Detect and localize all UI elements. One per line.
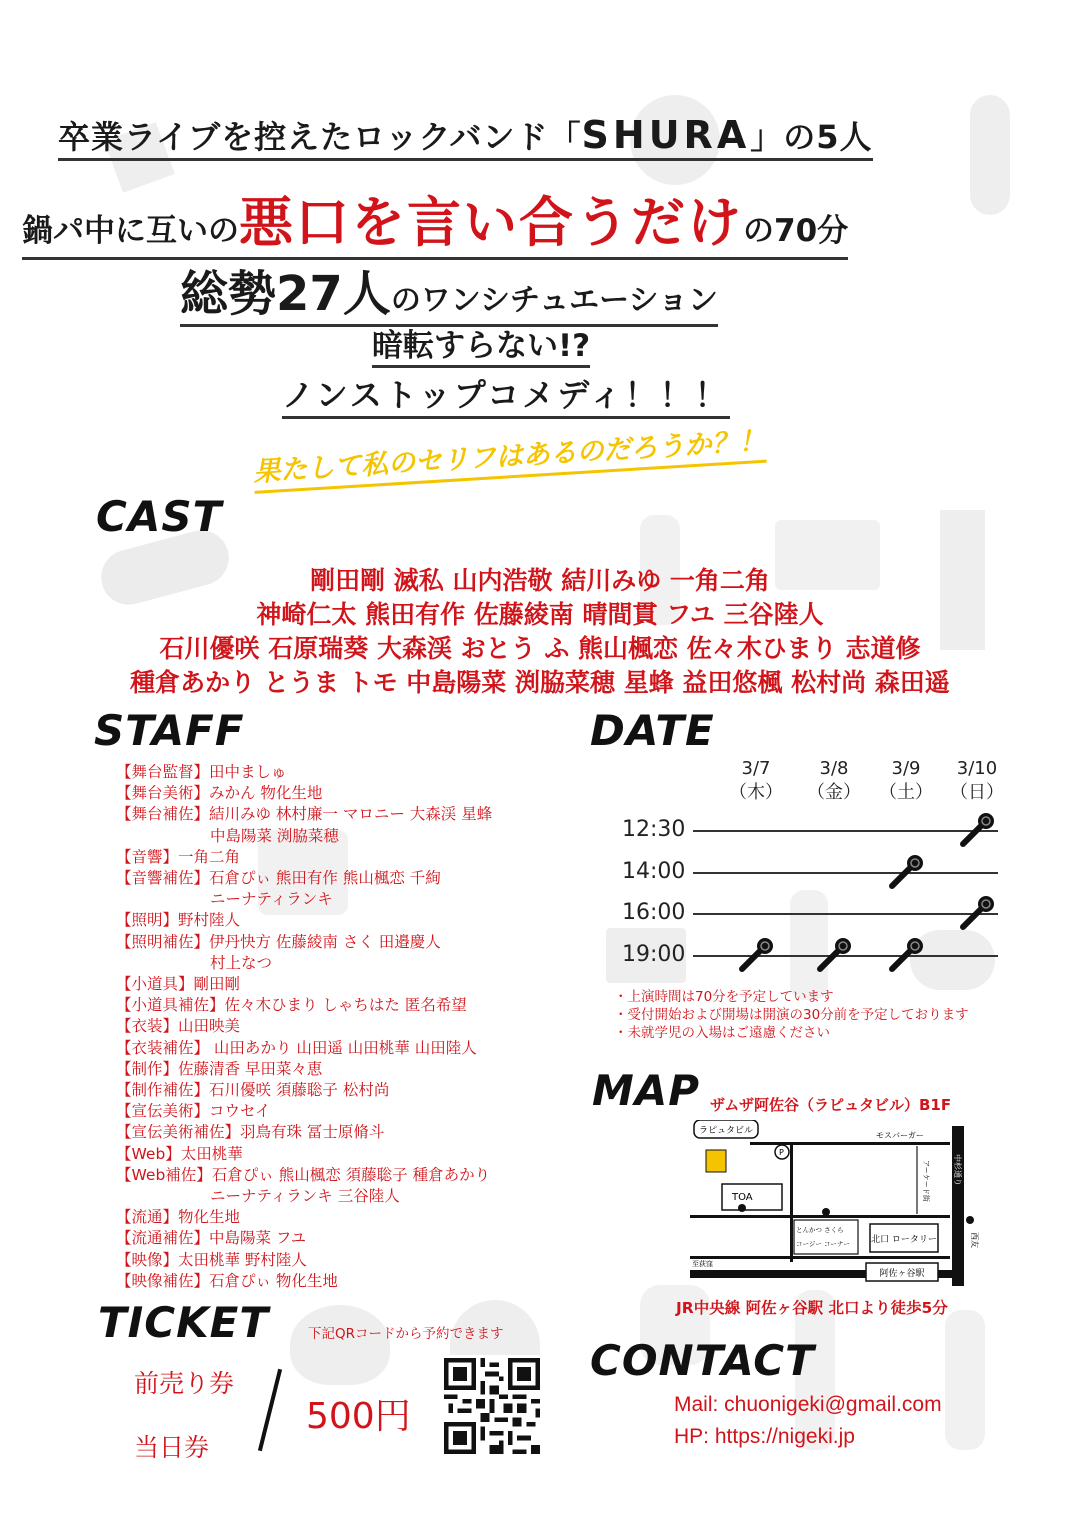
date-col-3 xyxy=(876,757,936,805)
date-col-2 xyxy=(804,757,864,805)
map-label-nakasugi: 中杉通り xyxy=(953,1154,962,1186)
staff-line: 【映像補佐】石倉ぴぃ 物化生地 xyxy=(116,1271,338,1290)
contact-mail[interactable]: Mail: chuonigeki@gmail.com xyxy=(674,1393,942,1416)
headline-2 xyxy=(22,180,848,260)
note-line: ・上演時間は70分を予定しています xyxy=(614,989,834,1005)
ticket-price: 500円 xyxy=(306,1396,411,1437)
microphone-head xyxy=(835,938,851,954)
microphone-icon xyxy=(812,935,856,975)
map-arcade-line xyxy=(916,1146,918,1214)
microphone-head xyxy=(978,813,994,829)
heart-decoration xyxy=(290,1305,390,1385)
figure-decoration xyxy=(970,95,1010,215)
map-road-bottom xyxy=(690,1256,950,1259)
date-col-4 xyxy=(947,757,1007,805)
time-label-1: 12:30 xyxy=(622,817,686,842)
microphone-head xyxy=(907,938,923,954)
performance-notes xyxy=(614,988,969,1042)
headline-4-text: 暗転すらない!? xyxy=(372,328,591,364)
staff-line: 村上なつ xyxy=(210,953,273,972)
venue-name: ザムザ阿佐谷（ラピュタビル）B1F xyxy=(710,1096,952,1114)
microphone-handle xyxy=(820,951,838,969)
date-1: 3/7 xyxy=(741,758,771,779)
microphone-handle xyxy=(892,868,910,886)
band-name: SHURA xyxy=(581,113,751,157)
tagline: 果たして私のセリフはあるのだろうか？！ xyxy=(252,419,767,494)
map-label-seiyu: 西友 xyxy=(970,1232,979,1248)
staff-line: ニーナティランキ xyxy=(210,890,333,909)
microphone-handle xyxy=(742,951,760,969)
staff-line: 【宣伝美術補佐】羽鳥有珠 冨士原脩斗 xyxy=(116,1123,385,1142)
map-heading: MAP xyxy=(592,1066,701,1115)
date-2: 3/8 xyxy=(819,758,849,779)
microphone-icon xyxy=(955,893,999,933)
headline-3 xyxy=(180,255,718,327)
map-road-middle xyxy=(690,1215,950,1218)
staff-line: 【舞台監督】田中ましゅ xyxy=(116,763,287,781)
staff-line: 【音響】一角二角 xyxy=(116,847,241,866)
headline-4 xyxy=(372,320,590,368)
map-label-toa: TOA xyxy=(732,1192,753,1203)
dow-3: （土） xyxy=(879,782,933,803)
microphone-handle xyxy=(892,951,910,969)
headline-3-text: のワンシチュエーション xyxy=(390,283,718,318)
staff-line: 【映像】太田桃華 野村陸人 xyxy=(116,1250,307,1269)
staff-line: 【舞台美術】みかん 物化生地 xyxy=(116,784,323,803)
microphone-handle xyxy=(963,826,981,844)
microphone-icon xyxy=(955,810,999,850)
time-line-1 xyxy=(693,830,998,832)
woman-decoration xyxy=(945,1310,985,1450)
staff-line: 【Web】太田桃華 xyxy=(116,1144,243,1163)
staff-line: 【小道具】剛田剛 xyxy=(116,975,241,994)
staff-line: 【Web補佐】石倉ぴぃ 熊山楓恋 須藤聡子 種倉あかり xyxy=(116,1165,491,1184)
time-label-4: 19:00 xyxy=(622,942,686,967)
time-line-2 xyxy=(693,872,998,874)
staff-line: 【制作補佐】石川優咲 須藤聡子 松村尚 xyxy=(116,1081,390,1100)
map-label-rotary: 北口 ロータリー xyxy=(871,1235,937,1245)
microphone-head xyxy=(907,855,923,871)
note-line: ・未就学児の入場はご遠慮ください xyxy=(614,1025,830,1041)
staff-line: 【小道具補佐】佐々木ひまり しゃちはた 匿名希望 xyxy=(116,996,467,1015)
headline-2-text-a: 鍋パ中に互いの xyxy=(22,213,239,249)
map-label-coffee: コージー コーナー xyxy=(796,1240,850,1248)
date-heading: DATE xyxy=(590,706,715,755)
staff-list xyxy=(116,762,586,1292)
qr-note: 下記QRコードから予約できます xyxy=(308,1326,504,1342)
time-label-2: 14:00 xyxy=(622,859,686,884)
cast-line-1: 剛田剛 滅私 山内浩敬 結川みゆ 一角二角 xyxy=(310,566,770,595)
headline-1 xyxy=(58,112,873,161)
ticket-heading: TICKET xyxy=(98,1298,269,1347)
staff-heading: STAFF xyxy=(94,706,245,755)
map-label-mos: モスバーガー xyxy=(876,1131,924,1140)
date-4: 3/10 xyxy=(956,758,998,779)
map-label-building: ラピュタビル xyxy=(698,1126,754,1136)
map-label-parking: P xyxy=(779,1148,784,1157)
microphone-icon xyxy=(884,935,928,975)
headline-1-text-a: 卒業ライブを控えたロックバンド「 xyxy=(58,118,582,156)
microphone-icon xyxy=(884,852,928,892)
time-label-3: 16:00 xyxy=(622,900,686,925)
access-map xyxy=(690,1120,990,1290)
time-line-3 xyxy=(693,913,998,915)
cast-line-4: 種倉あかり とうま トモ 中島陽菜 渕脇菜穂 星蜂 益田悠楓 松村尚 森田遥 xyxy=(130,668,950,697)
contact-heading: CONTACT xyxy=(590,1336,815,1385)
headline-2-text-b: の70分 xyxy=(743,213,849,249)
map-building-icon xyxy=(706,1150,726,1172)
staff-line: 【照明補佐】伊丹快方 佐藤綾南 さく 田邉慶人 xyxy=(116,932,441,951)
staff-line: 【照明】野村陸人 xyxy=(116,911,241,930)
map-label-arcade: アーケード街 xyxy=(922,1160,930,1202)
microphone-head xyxy=(978,896,994,912)
cast-line-3: 石川優咲 石原瑞葵 大森渓 おとう ふ 熊山楓恋 佐々木ひまり 志道修 xyxy=(159,634,921,663)
staff-line: 【流通補佐】中島陽菜 フユ xyxy=(116,1229,307,1248)
microphone-icon xyxy=(734,935,778,975)
map-road-vertical xyxy=(790,1142,793,1262)
staff-line: ニーナティランキ 三谷陸人 xyxy=(210,1187,400,1206)
headline-5-text: ノンストップコメディ！！！ xyxy=(282,376,730,414)
cast-line-2: 神崎仁太 熊田有作 佐藤綾南 晴間貫 フユ 三谷陸人 xyxy=(256,600,824,629)
staff-line: 中島陽菜 渕脇菜穂 xyxy=(210,826,339,845)
headline-1-text-b: 」の5人 xyxy=(750,118,873,156)
map-label-ogikubo: 至荻窪 xyxy=(692,1260,713,1268)
map-toa-dot xyxy=(738,1204,746,1212)
advance-ticket-label: 前売り券 xyxy=(134,1369,235,1398)
staff-line: 【衣装】山田映美 xyxy=(116,1017,241,1036)
map-nakasugi-road xyxy=(952,1126,964,1286)
cast-heading: CAST xyxy=(96,492,223,541)
dow-2: （金） xyxy=(807,782,861,803)
headline-2-highlight: 悪口を言い合うだけ xyxy=(239,191,743,254)
dow-4: （日） xyxy=(950,782,1004,803)
microphone-handle xyxy=(963,909,981,927)
map-shop-dot xyxy=(822,1208,830,1216)
map-label-tonkatsu: とんかつ さくら xyxy=(796,1226,844,1234)
headline-5 xyxy=(282,370,730,419)
microphone-head xyxy=(757,938,773,954)
map-seiyu-dot xyxy=(966,1216,974,1224)
qr-code[interactable] xyxy=(444,1358,540,1454)
staff-line: 【衣装補佐】 山田あかり 山田遥 山田桃華 山田陸人 xyxy=(116,1038,477,1057)
note-line: ・受付開始および開場は開演の30分前を予定しております xyxy=(614,1007,969,1023)
headline-3-highlight: 総勢27人 xyxy=(180,266,391,322)
staff-line: 【制作】佐藤清香 早田菜々恵 xyxy=(116,1059,323,1078)
date-3: 3/9 xyxy=(891,758,921,779)
access-directions: JR中央線 阿佐ヶ谷駅 北口より徒歩5分 xyxy=(676,1299,948,1317)
door-ticket-label: 当日券 xyxy=(134,1433,210,1462)
date-col-1 xyxy=(726,757,786,805)
dow-1: （木） xyxy=(729,782,783,803)
slash-divider xyxy=(258,1369,282,1451)
contact-homepage[interactable]: HP: https://nigeki.jp xyxy=(674,1425,855,1448)
staff-line: 【音響補佐】石倉ぴぃ 熊田有作 熊山楓恋 千絢 xyxy=(116,869,441,888)
staff-line: 【舞台補佐】結川みゆ 林村廉一 マロニー 大森渓 星蜂 xyxy=(116,805,493,824)
staff-line: 【流通】物化生地 xyxy=(116,1208,241,1227)
staff-line: 【宣伝美術】コウセイ xyxy=(116,1102,271,1121)
map-label-station: 阿佐ヶ谷駅 xyxy=(879,1269,925,1279)
